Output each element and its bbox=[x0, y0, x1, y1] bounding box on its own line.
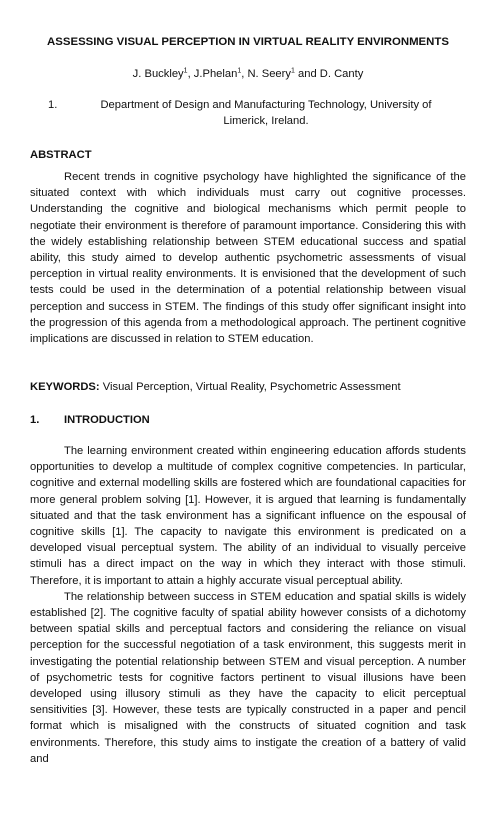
paper-title: ASSESSING VISUAL PERCEPTION IN VIRTUAL REALITY ENVIRONMENTS bbox=[47, 36, 449, 48]
intro-paragraph: The learning environment created within engineering education affords students opportunities to develop a multitude of complex cognitive competencies. In particular, cognitive and external modelling skills are fostered which are foundational capacities for more general problem solving [1]. However, it is argued that learning is fundamentally situated and that the task environment has a significant influence on the espousal of cognitive skills [1]. The capacity to navigate this environment is predicated on a developed visual perceptual system. The ability of an individual to visually perceive stimuli has a direct impact on the way in which they interact with those stimuli. Therefore, it is important to attain a highly accurate visual perceptual ability. bbox=[30, 445, 466, 587]
keywords-label: KEYWORDS: bbox=[30, 381, 100, 393]
affiliation-number: 1. bbox=[48, 99, 58, 111]
author-name: N. Seery bbox=[247, 68, 291, 80]
author-name: J.Phelan bbox=[193, 68, 238, 80]
intro-paragraph: The relationship between success in STEM education and spatial skills is widely established [2]. The cognitive faculty of spatial ability however consists of a dichotomy between spatial skills and perceptual factors and considering the reliance on visual perception for the successful negotiation of a task environment, this suggests merit in investigating the potential relationship between STEM and visual perception. A number of psychometric tests for cognitive factors pertinent to visual illusions have been developed using illusory stimuli as they have the capacity to elicit perceptual sensitivities [3]. However, these tests are typically constructed in a paper and pencil format which is misaligned with the constructs of situated cognition and task environments. Therefore, this study aims to instigate the creation of a battery of valid and bbox=[30, 590, 466, 765]
author-name: D. Canty bbox=[319, 68, 364, 80]
author-list bbox=[30, 66, 466, 82]
keywords-list: Visual Perception, Virtual Reality, Psychometric Assessment bbox=[99, 381, 401, 393]
author-name: J. Buckley bbox=[132, 68, 184, 80]
author-affiliation-mark: 1 bbox=[290, 67, 295, 75]
section-heading bbox=[30, 412, 150, 428]
author-affiliation-mark: 1 bbox=[237, 67, 242, 75]
affiliation bbox=[48, 97, 452, 129]
abstract-heading: ABSTRACT bbox=[30, 149, 92, 161]
intro-body bbox=[30, 443, 466, 767]
author-separator: , bbox=[187, 68, 194, 80]
abstract-body bbox=[30, 169, 466, 347]
section-title: INTRODUCTION bbox=[64, 414, 150, 426]
section-number: 1. bbox=[30, 414, 40, 426]
author-separator: , bbox=[241, 68, 248, 80]
keywords bbox=[30, 379, 466, 395]
author-affiliation-mark: 1 bbox=[183, 67, 188, 75]
author-separator: and bbox=[294, 68, 320, 80]
affiliation-text: Department of Design and Manufacturing Technology, University of Limerick, Ireland. bbox=[100, 99, 432, 127]
abstract-paragraph: Recent trends in cognitive psychology have highlighted the significance of the situated context with which individuals must carry out cognitive processes. Understanding the cognitive and biological mechanisms which permit people to negotiate their environment is therefore of paramount importance. Considering this with the widely establishing relationship between STEM educational success and spatial ability, this study aimed to develop authentic psychometric assessments of visual perception in virtual reality environments. It is envisioned that the development of such tests could be used in the determination of a potential relationship between visual perception and success in STEM. The findings of this study offer significant insight into the progression of this agenda from a methodological approach. The pertinent cognitive implications are discussed in relation to STEM education. bbox=[30, 171, 466, 346]
